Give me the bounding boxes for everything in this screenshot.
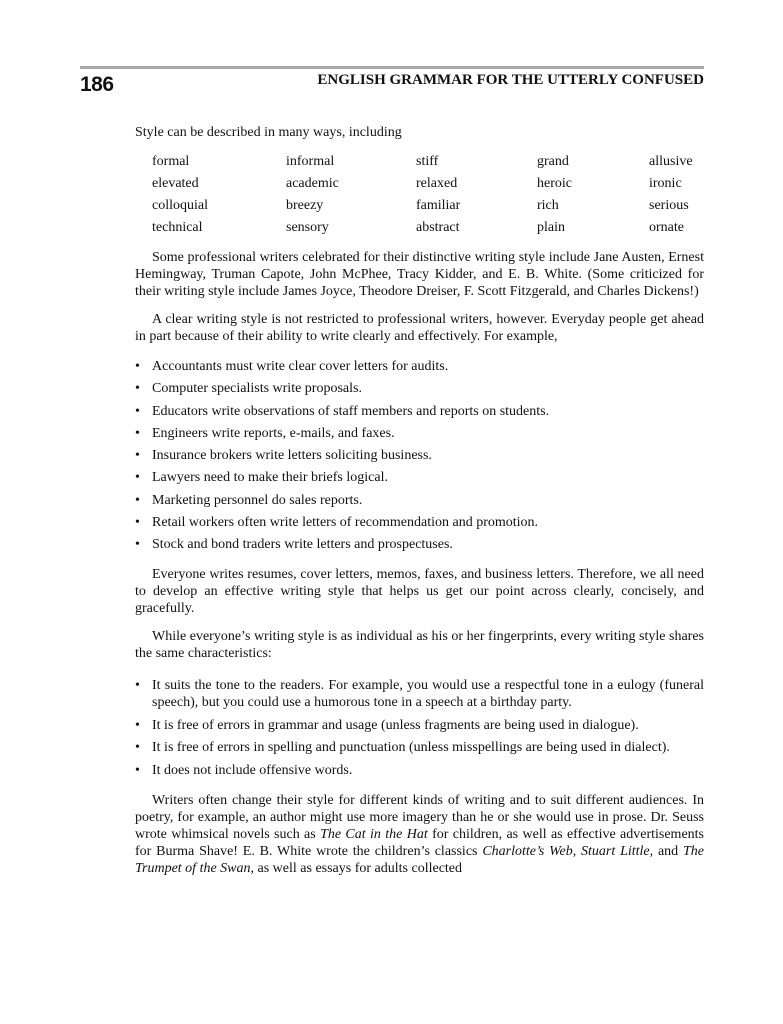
- bullet-icon: •: [135, 515, 140, 531]
- book-title: The Trumpet of the Swan,: [135, 843, 704, 876]
- style-word: academic: [286, 176, 339, 191]
- style-word: technical: [152, 220, 203, 235]
- list-item: • It is free of errors in spelling and punctuation (unless misspellings are being used in dialect).: [135, 740, 670, 756]
- style-word: informal: [286, 154, 335, 169]
- book-title: Charlotte’s Web, Stuart Little,: [482, 843, 654, 859]
- style-word: sensory: [286, 220, 329, 235]
- paragraph-everyone-writes: Everyone writes resumes, cover letters, memos, faxes, and business letters. Therefore, we all need to develop an effective writing style that helps us get our point across clearly, concisely, and gracefully.: [135, 567, 704, 617]
- style-word: serious: [649, 198, 689, 213]
- list-item: • It is free of errors in grammar and usage (unless fragments are being used in dialogue).: [135, 717, 639, 733]
- list-item: • Accountants must write clear cover letters for audits.: [135, 359, 449, 374]
- bullet-icon: •: [135, 492, 140, 508]
- style-word: allusive: [649, 154, 693, 169]
- list-item: • Retail workers often write letters of recommendation and promotion.: [135, 515, 539, 531]
- list-item: • Lawyers need to make their briefs logical.: [135, 470, 388, 486]
- paragraph-professional-writers: Some professional writers celebrated for their distinctive writing style include Jane Austen, Ernest Hemingway, Truman Capote, John McPhee, Tracy Kidder, and E. B. White. (Some criticized for their writing style include James Joyce, Theodore Dreiser, F. Scott Fitzgerald, and Charles Dickens!): [135, 250, 704, 299]
- bullet-icon: •: [135, 403, 140, 419]
- header-rule: [80, 66, 704, 69]
- paragraph-everyday-writers: A clear writing style is not restricted to professional writers, however. Everyday people get ahead in part because of their ability to write clearly and effectively. For example,: [135, 312, 704, 344]
- bullet-icon: •: [135, 740, 140, 756]
- style-word: colloquial: [152, 198, 208, 213]
- style-word: abstract: [416, 220, 460, 235]
- bullet-icon: •: [135, 425, 140, 441]
- bullet-icon: •: [135, 359, 140, 374]
- paragraph-characteristics: While everyone’s writing style is as individual as his or her fingerprints, every writing style shares the same characteristics:: [135, 629, 704, 662]
- characteristics-list: [135, 677, 704, 779]
- style-word-table: [152, 153, 704, 236]
- style-word: ironic: [649, 176, 682, 191]
- list-item: • Engineers write reports, e-mails, and faxes.: [135, 425, 395, 441]
- style-word: stiff: [416, 154, 439, 169]
- bullet-icon: •: [135, 470, 140, 486]
- bullet-icon: •: [135, 717, 140, 733]
- page-number: 186: [80, 73, 114, 96]
- bullet-icon: •: [135, 537, 140, 553]
- style-word: elevated: [152, 176, 199, 191]
- style-word: ornate: [649, 220, 684, 235]
- bullet-icon: •: [135, 762, 140, 778]
- list-item: • It does not include offensive words.: [135, 762, 353, 778]
- style-word: plain: [537, 220, 565, 235]
- style-word: breezy: [286, 198, 324, 213]
- profession-list: [135, 358, 704, 553]
- page-body: [135, 124, 704, 877]
- bullet-icon: •: [135, 381, 140, 397]
- style-word: rich: [537, 198, 559, 213]
- list-item: • Educators write observations of staff members and reports on students.: [135, 403, 550, 419]
- bullet-icon: •: [135, 448, 140, 464]
- intro-line: Style can be described in many ways, including: [135, 125, 402, 140]
- list-item: • Marketing personnel do sales reports.: [135, 492, 363, 508]
- style-word: heroic: [537, 176, 572, 191]
- list-item: • Insurance brokers write letters soliciting business.: [135, 448, 432, 464]
- running-title: ENGLISH GRAMMAR FOR THE UTTERLY CONFUSED: [317, 72, 704, 88]
- list-item: • Computer specialists write proposals.: [135, 381, 362, 397]
- style-word: relaxed: [416, 176, 458, 191]
- style-word: familiar: [416, 198, 461, 213]
- list-item: • It suits the tone to the readers. For example, you would use a respectful tone in a eulogy (funeral speech), but you could use a humorous tone in a speech at a birthday party.: [135, 678, 704, 711]
- bullet-icon: •: [135, 678, 140, 694]
- list-item: • Stock and bond traders write letters and prospectuses.: [135, 537, 453, 553]
- style-word: formal: [152, 154, 190, 169]
- style-word: grand: [537, 154, 569, 169]
- paragraph-changing-style: Writers often change their style for different kinds of writing and to suit different audiences. In poetry, for example, an author might use more imagery than he or she would use in prose. Dr. Seuss wrote whimsical novels such as The Cat in the Hat for children, as well as effective advertisements for Burma Shave! E. B. White wrote the children’s classics Charlotte’s Web, Stuart Little, and The Trumpet of the Swan, as well as essays for adults collected: [135, 792, 704, 876]
- book-title: The Cat in the Hat: [320, 826, 428, 842]
